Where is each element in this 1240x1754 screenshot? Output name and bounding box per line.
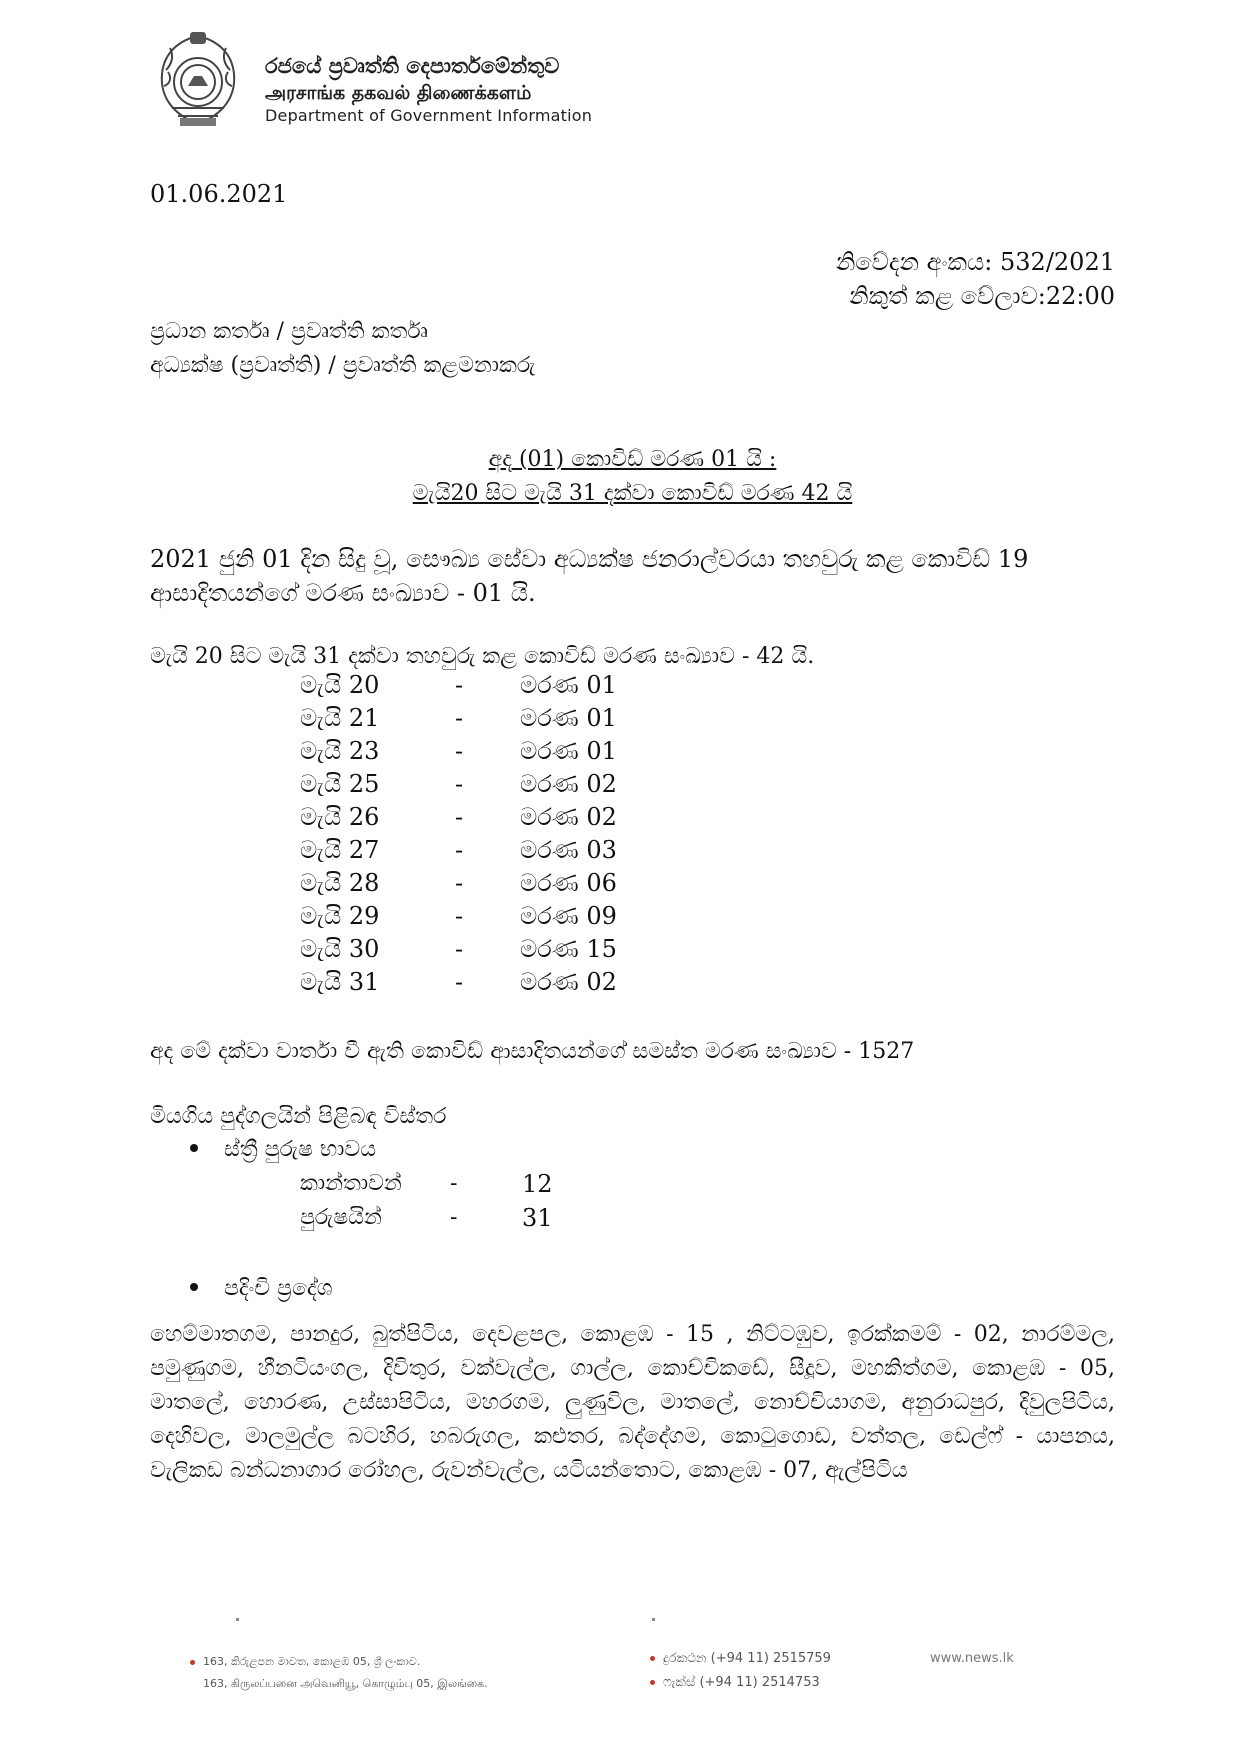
release-date: 01.06.2021 (150, 180, 288, 208)
dash-cell: - (455, 836, 464, 864)
count-cell: මරණ 15 (520, 935, 617, 963)
gender-value: 12 (522, 1170, 553, 1198)
release-number: නිවේදන අංකය: 532/2021 (835, 248, 1115, 276)
footer-address-tamil: 163, கிருலப்பனை அவெனியூ, கொழும்பு 05, இலங்கை. (203, 1677, 488, 1690)
dash-cell: - (455, 671, 464, 699)
dash-cell: - (455, 770, 464, 798)
count-cell: මරණ 03 (520, 836, 617, 864)
day-cell: මැයි 26 (300, 803, 380, 831)
fax-text: ෆැක්ස් (+94 11) 2514753 (663, 1675, 820, 1690)
day-cell: මැයි 25 (300, 770, 380, 798)
state-emblem-icon (150, 30, 246, 130)
dash-cell: - (455, 968, 464, 996)
scan-speck (652, 1618, 655, 1621)
total-deaths-line: අද මේ දක්වා වාර්තා වී ඇති කොවිඩ් ආසාදිතයන්ගේ සමස්ත මරණ සංඛ්‍යාව - 1527 (150, 1039, 915, 1064)
day-cell: මැයි 30 (300, 935, 380, 963)
day-cell: මැයි 28 (300, 869, 380, 897)
department-name-english: Department of Government Information (265, 106, 593, 125)
bullet-icon (650, 1680, 655, 1685)
gender-heading: ස්ත්‍රී පුරුෂ භාවය (224, 1137, 377, 1162)
count-cell: මරණ 06 (520, 869, 617, 897)
issued-time: නිකුත් කළ වේලාව:22:00 (849, 282, 1115, 310)
footer-telephone (650, 1651, 831, 1666)
headline (150, 443, 1115, 511)
addressees (150, 315, 535, 383)
day-cell: මැයි 29 (300, 902, 380, 930)
gender-dash: - (450, 1171, 458, 1196)
telephone-text: දුරකථන (+94 11) 2515759 (663, 1651, 831, 1666)
footer-fax (650, 1675, 820, 1690)
details-heading: මියගිය පුද්ගලයින් පිළිබඳ විස්තර (150, 1104, 447, 1129)
day-cell: මැයි 21 (300, 704, 380, 732)
day-cell: මැයි 20 (300, 671, 380, 699)
residence-heading: පදිංචි ප්‍රදේශ (224, 1276, 333, 1301)
gender-label: කාන්තාවන් (300, 1171, 402, 1196)
count-cell: මරණ 02 (520, 803, 617, 831)
addressee-line: ප්‍රධාන කර්තෘ / ප්‍රවෘත්ති කර්තෘ (150, 319, 428, 344)
day-cell: මැයි 31 (300, 968, 380, 996)
bullet-icon (190, 1144, 198, 1152)
department-name-sinhala: රජයේ ප්‍රවෘත්ති දෙපාර්තමේන්තුව (265, 54, 560, 78)
gender-label: පුරුෂයින් (300, 1205, 382, 1230)
dash-cell: - (455, 902, 464, 930)
footer-website: www.news.lk (930, 1651, 1014, 1666)
gender-value: 31 (522, 1204, 553, 1232)
department-name-tamil: அரசாங்க தகவல் திணைக்களம் (265, 82, 532, 104)
count-cell: මරණ 09 (520, 902, 617, 930)
bullet-icon (650, 1656, 655, 1661)
paragraph-daily-deaths: 2021 ජුනි 01 දින සිදු වූ, සෞඛ්‍ය සේවා අධ්‍යක්ෂ ජනරාල්වරයා තහවුරු කළ කොවිඩ් 19 ආසාදිතයන්ගේ මරණ සංඛ්‍යාව - 01 යි. (150, 545, 1029, 607)
day-cell: මැයි 23 (300, 737, 380, 765)
reference-block (836, 245, 1115, 313)
footer-address-sinhala (190, 1655, 420, 1669)
scan-speck (236, 1618, 239, 1621)
count-cell: මරණ 01 (520, 671, 617, 699)
dash-cell: - (455, 869, 464, 897)
count-cell: මරණ 01 (520, 704, 617, 732)
dash-cell: - (455, 935, 464, 963)
bullet-icon (190, 1283, 198, 1291)
paragraph-period-deaths: මැයි 20 සිට මැයි 31 දක්වා තහවුරු කළ කොවිඩ් මරණ සංඛ්‍යාව - 42 යි. (150, 644, 815, 669)
count-cell: මරණ 01 (520, 737, 617, 765)
bullet-icon (190, 1660, 195, 1665)
gender-bullet (190, 1133, 376, 1167)
headline-line-1: අද (01) කොවිඩ් මරණ 01 යි : (488, 447, 777, 472)
gender-dash: - (450, 1205, 458, 1230)
dash-cell: - (455, 803, 464, 831)
dash-cell: - (455, 737, 464, 765)
addressee-line: අධ්‍යක්ෂ (ප්‍රවෘත්ති) / ප්‍රවෘත්ති කළමනාකරු (150, 353, 536, 378)
residence-bullet (190, 1272, 332, 1306)
count-cell: මරණ 02 (520, 968, 617, 996)
address-text: 163, කිරුළපන මාවත, කොළඹ 05, ශ්‍රී ලංකාව. (203, 1655, 421, 1668)
dash-cell: - (455, 704, 464, 732)
residence-areas: හෙම්මාතගම, පානදුර, බුත්පිටිය, දෙවළපල, කොළඹ - 15 , නිට්ටඹුව, ඉරක්කමම් - 02, නාරම්මල, පමුණුගම, හීනටියංගල, දිවිතුර, වක්වැල්ල, ගාල්ල, කොච්චිකඩේ, සීදූව, මහකිත්ගම, කොළඹ - 05, මාතලේ, හොරණ, උස්සාපිටිය, මහරගම, ලුණුවිල, මාතලේ, නොච්චියාගම, අනුරාධපුර, දිවුලපිටිය, දෙහිවල, මාලමුල්ල බටහිර, හබරුගල, කළුතර, බද්දේගම, කොටුගොඩ, වත්තල, ඩෙල්ෆ් - යාපනය, වැලිකඩ බන්ධනාගාර රෝහල, රුවන්වැල්ල, යටියන්තොට, කොළඹ - 07, ඇල්පිටිය (150, 1322, 1115, 1483)
count-cell: මරණ 02 (520, 770, 617, 798)
day-cell: මැයි 27 (300, 836, 380, 864)
headline-line-2: මැයි20 සිට මැයි 31 දක්වා කොවිඩ් මරණ 42 යි (412, 481, 853, 506)
